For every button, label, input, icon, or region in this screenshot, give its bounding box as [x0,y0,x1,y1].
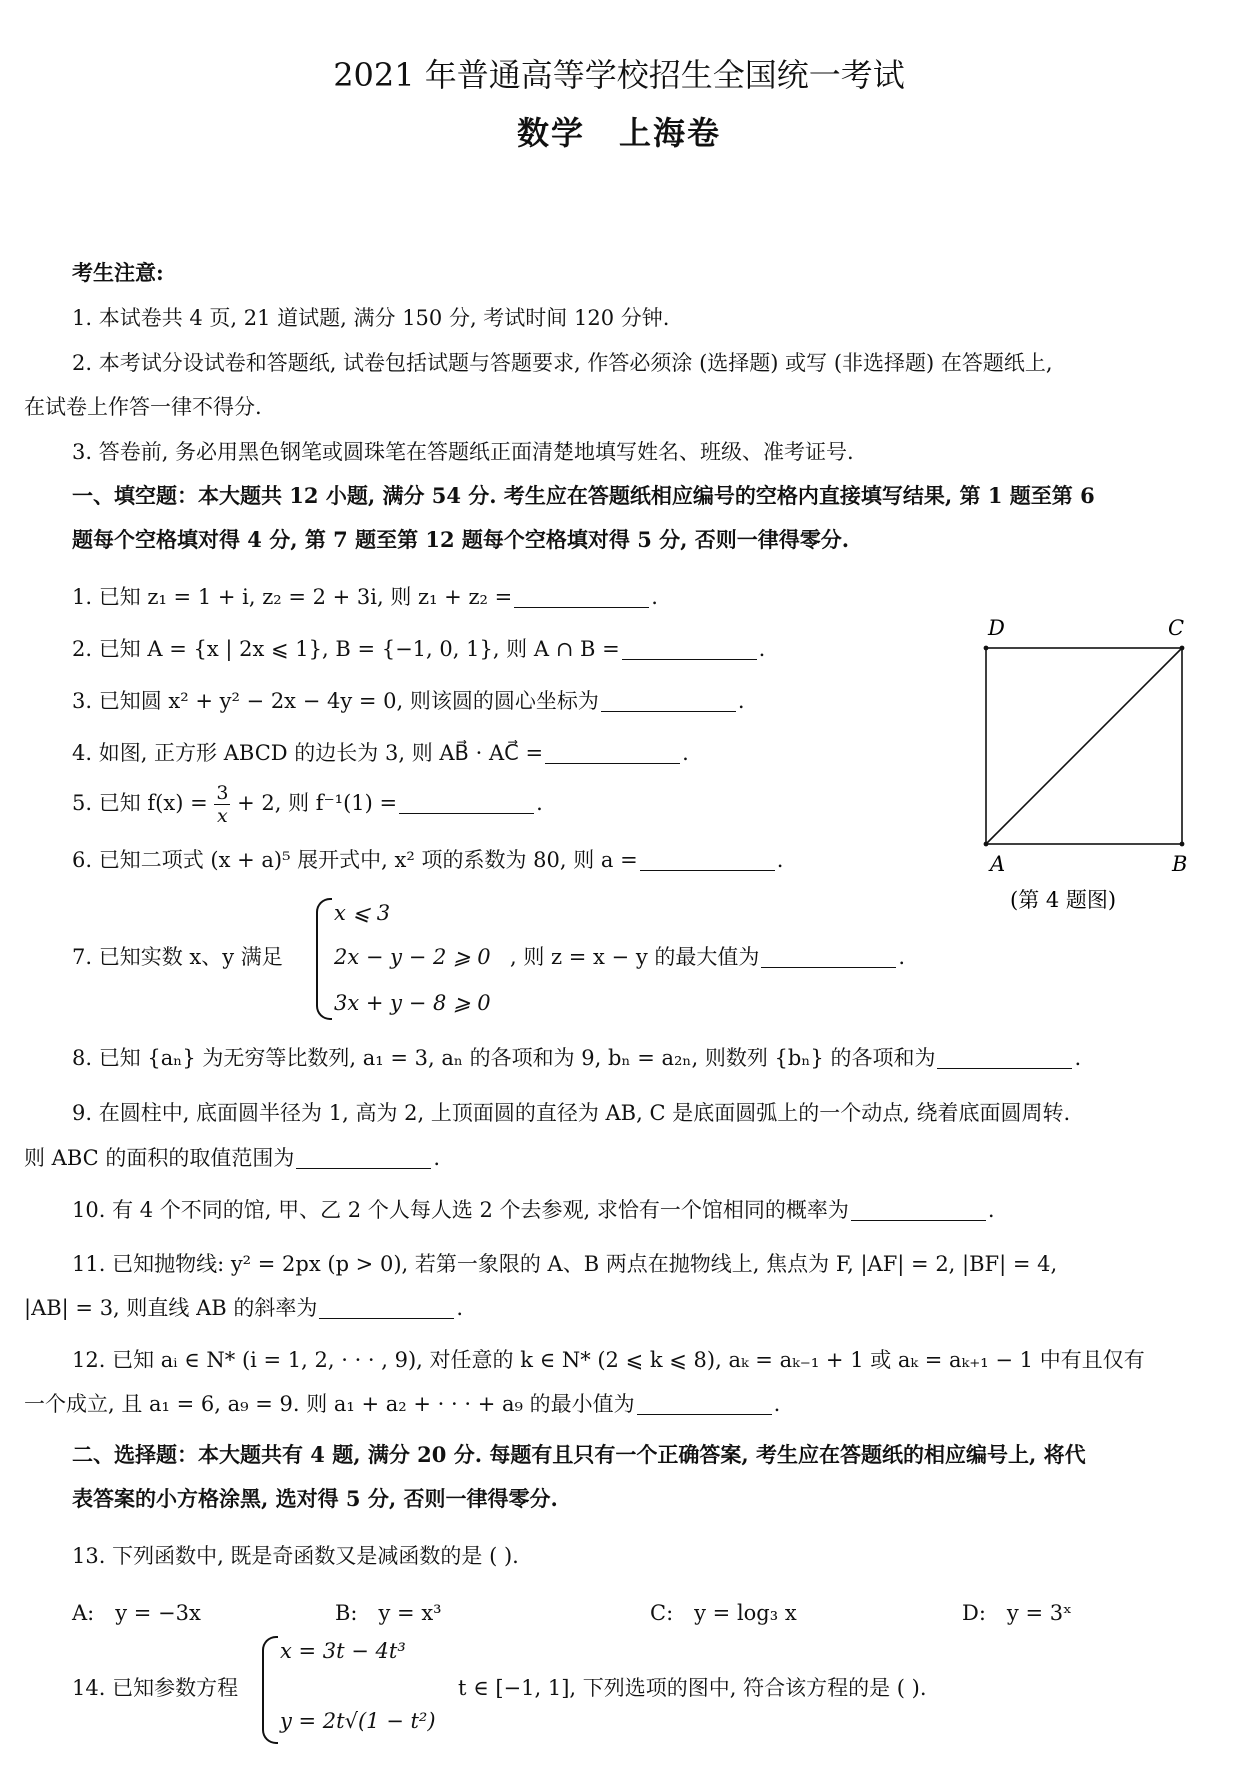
option-b[interactable]: B: y = x³ [335,1601,442,1625]
section1-line2: 题每个空格填对得 4 分, 第 7 题至第 12 题每个空格填对得 5 分, 否则一律得零分. [72,527,850,552]
question-14-text-a: 14. 已知参数方程 [72,1676,239,1700]
notice-heading: 考生注意: [72,260,164,285]
option-d[interactable]: D: y = 3ˣ [962,1601,1072,1625]
question-4: 4. 如图, 正方形 ABCD 的边长为 3, 则 AB⃗ · AC⃗ = . [72,741,689,765]
question-7-text-b: , 则 z = x − y 的最大值为 [510,945,760,969]
option-a[interactable]: A: y = −3x [72,1601,201,1625]
answer-blank-8[interactable] [937,1048,1072,1069]
notice-2b: 在试卷上作答一律不得分. [24,395,262,419]
vertex-d [984,646,989,651]
answer-blank-2[interactable] [622,639,757,660]
question-5-text-a: 5. 已知 f(x) = [72,791,208,815]
question-10-text: 10. 有 4 个不同的馆, 甲、乙 2 个人每人选 2 个去参观, 求恰有一个馆相同的概率为 [72,1198,849,1222]
question-12: 一个成立, 且 a₁ = 6, a₉ = 9. 则 a₁ + a₂ + · · · + a₉ 的最小值为 . [24,1392,781,1416]
label-b: B [1172,852,1188,876]
label-a: A [990,852,1006,876]
question-2-text: 2. 已知 A = {x | 2x ⩽ 1}, B = {−1, 0, 1}, 则 A ∩ B = [72,637,620,661]
question-11-line1: 11. 已知抛物线: y² = 2px (p > 0), 若第一象限的 A、B 两点在抛物线上, 焦点为 F, |AF| = 2, |BF| = 4, [72,1252,1058,1276]
question-1-text: 1. 已知 z₁ = 1 + i, z₂ = 2 + 3i, 则 z₁ + z₂ = [72,585,513,609]
question-1: 1. 已知 z₁ = 1 + i, z₂ = 2 + 3i, 则 z₁ + z₂ = . [72,585,658,609]
exam-title: 2021 年普通高等学校招生全国统一考试 [333,56,905,94]
question-7: , 则 z = x − y 的最大值为 . [510,945,906,969]
question-10: 10. 有 4 个不同的馆, 甲、乙 2 个人每人选 2 个去参观, 求恰有一个馆相同的概率为 . [72,1198,995,1222]
param-eq-y: y = 2t√(1 − t²) [280,1709,436,1733]
vertex-a [984,842,989,847]
question-7-text-a: 7. 已知实数 x、y 满足 [72,945,283,969]
answer-blank-6[interactable] [640,850,775,871]
label-d: D [988,616,1005,640]
question-4-text: 4. 如图, 正方形 ABCD 的边长为 3, 则 AB⃗ · AC⃗ = [72,741,544,765]
answer-blank-11[interactable] [319,1298,454,1319]
notice-1: 1. 本试卷共 4 页, 21 道试题, 满分 150 分, 考试时间 120 分钟. [72,306,670,330]
answer-blank-9[interactable] [296,1148,431,1169]
question-9: 则 ABC 的面积的取值范围为 . [24,1146,441,1170]
question-3: 3. 已知圆 x² + y² − 2x − 4y = 0, 则该圆的圆心坐标为 . [72,689,745,713]
option-c[interactable]: C: y = log₃ x [650,1601,797,1625]
question-2: 2. 已知 A = {x | 2x ⩽ 1}, B = {−1, 0, 1}, 则 A ∩ B = . [72,637,766,661]
answer-blank-10[interactable] [851,1200,986,1221]
fraction-3-over-x [214,782,230,827]
exam-subtitle: 数学 上海卷 [516,114,721,152]
section2-line2: 表答案的小方格涂黑, 选对得 5 分, 否则一律得零分. [72,1486,558,1511]
answer-blank-1[interactable] [514,587,649,608]
question-12-line1: 12. 已知 aᵢ ∈ N* (i = 1, 2, · · · , 9), 对任意的 k ∈ N* (2 ⩽ k ⩽ 8), aₖ = aₖ₋₁ + 1 或 aₖ = aₖ₊₁ − 1 中有且仅有 [72,1348,1145,1372]
answer-blank-12[interactable] [637,1394,772,1415]
constraint-3: 3x + y − 8 ⩾ 0 [334,991,491,1015]
fraction-denominator: x [217,805,228,827]
section1-line1: 一、填空题：本大题共 12 小题, 满分 54 分. 考生应在答题纸相应编号的空格内直接填写结果, 第 1 题至第 6 [72,483,1095,508]
system-brace-14 [262,1636,278,1744]
constraint-1: x ⩽ 3 [334,901,391,925]
question-12-text-b: 一个成立, 且 a₁ = 6, a₉ = 9. 则 a₁ + a₂ + · · · + a₉ 的最小值为 [24,1392,635,1416]
fraction-numerator: 3 [216,782,229,804]
question-6: 6. 已知二项式 (x + a)⁵ 展开式中, x² 项的系数为 80, 则 a = . [72,848,784,872]
square-figure [970,615,1200,915]
notice-3: 3. 答卷前, 务必用黑色钢笔或圆珠笔在答题纸正面清楚地填写姓名、班级、准考证号. [72,440,854,464]
vertex-b [1180,842,1185,847]
question-5-text-b: + 2, 则 f⁻¹(1) = [237,791,398,815]
question-8-text: 8. 已知 {aₙ} 为无穷等比数列, a₁ = 3, aₙ 的各项和为 9, bₙ = a₂ₙ, 则数列 {bₙ} 的各项和为 [72,1046,936,1070]
notice-2a: 2. 本考试分设试卷和答题纸, 试卷包括试题与答题要求, 作答必须涂 (选择题) 或写 (非选择题) 在答题纸上, [72,351,1053,375]
question-14-text-b: t ∈ [−1, 1], 下列选项的图中, 符合该方程的是 ( ). [458,1676,927,1700]
question-13-stem: 13. 下列函数中, 既是奇函数又是减函数的是 ( ). [72,1544,519,1568]
question-5: 5. 已知 f(x) = $\frac{3}{x}$ + 2, 则 f⁻¹(1) = . [72,782,543,827]
constraint-2: 2x − y − 2 ⩾ 0 [334,945,491,969]
question-9-line1: 9. 在圆柱中, 底面圆半径为 1, 高为 2, 上顶面圆的直径为 AB, C 是底面圆弧上的一个动点, 绕着底面圆周转. [72,1101,1071,1125]
question-3-text: 3. 已知圆 x² + y² − 2x − 4y = 0, 则该圆的圆心坐标为 [72,689,599,713]
answer-blank-5[interactable] [399,793,534,814]
answer-blank-4[interactable] [545,743,680,764]
diagonal-ac [986,648,1182,844]
param-eq-x: x = 3t − 4t³ [280,1639,406,1663]
question-11: |AB| = 3, 则直线 AB 的斜率为 . [24,1296,464,1320]
question-11-text-b: |AB| = 3, 则直线 AB 的斜率为 [24,1296,318,1320]
figure-caption: (第 4 题图) [1010,888,1117,912]
section2-line1: 二、选择题：本大题共有 4 题, 满分 20 分. 每题有且只有一个正确答案, 考生应在答题纸的相应编号上, 将代 [72,1442,1086,1467]
question-9-text-b: 则 ABC 的面积的取值范围为 [24,1146,295,1170]
vertex-c [1180,646,1185,651]
answer-blank-7[interactable] [761,947,896,968]
question-6-text: 6. 已知二项式 (x + a)⁵ 展开式中, x² 项的系数为 80, 则 a = [72,848,638,872]
label-c: C [1168,616,1185,640]
answer-blank-3[interactable] [601,691,736,712]
system-brace-7 [316,898,332,1020]
question-8: 8. 已知 {aₙ} 为无穷等比数列, a₁ = 3, aₙ 的各项和为 9, bₙ = a₂ₙ, 则数列 {bₙ} 的各项和为 . [72,1046,1082,1070]
